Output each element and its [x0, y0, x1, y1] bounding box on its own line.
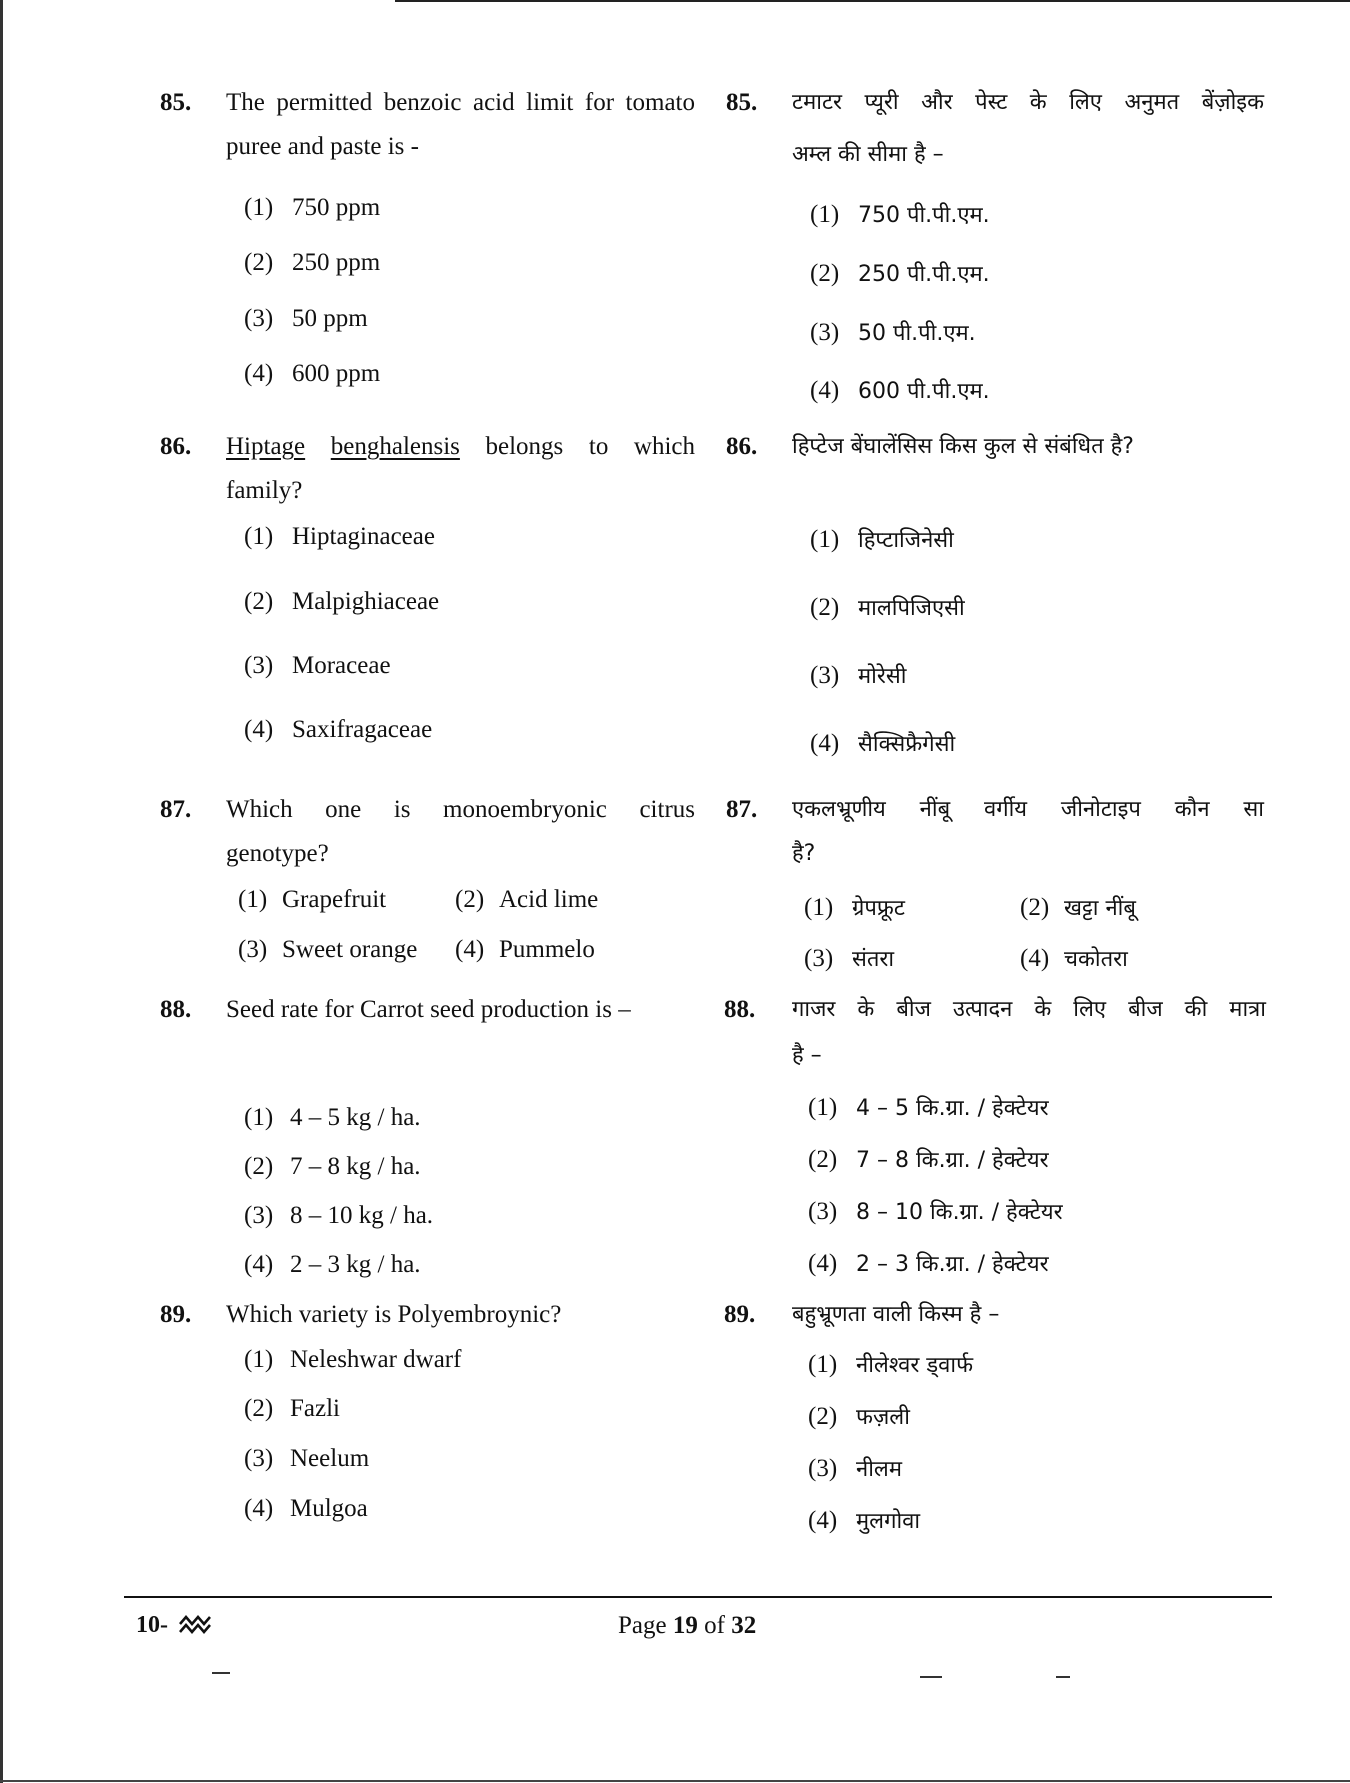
- option-4: (4) Mulgoa: [244, 1495, 368, 1522]
- scan-mark: [212, 1672, 230, 1674]
- option-4: (4) मुलगोवा: [808, 1507, 921, 1534]
- option-1: (1) Hiptaginaceae: [244, 523, 435, 550]
- option-3: (3) Moraceae: [244, 652, 391, 679]
- option-3: (3) Sweet orange: [238, 936, 418, 963]
- option-1: (1) 750 ppm: [244, 194, 381, 221]
- question-text: Hiptage benghalensis belongs to which: [226, 433, 696, 460]
- wave-symbol-icon: [178, 1612, 214, 1645]
- species-name-genus: Hiptage: [226, 433, 306, 460]
- question-text: Which one is monoembryonic citrus: [226, 796, 695, 823]
- option-4: (4) सैक्सिफ्रैगेसी: [810, 730, 956, 757]
- question-text: बहुभ्रूणता वाली किस्म है –: [792, 1302, 1000, 1327]
- option-3: (3) 8 – 10 कि.ग्रा. / हेक्टेयर: [808, 1198, 1063, 1225]
- question-number: 86.: [726, 433, 758, 460]
- option-2: (2) 7 – 8 कि.ग्रा. / हेक्टेयर: [808, 1146, 1049, 1173]
- option-4: (4) 600 ppm: [244, 360, 381, 387]
- scan-mark: [920, 1676, 942, 1678]
- species-name-epithet: benghalensis: [330, 433, 460, 460]
- question-number: 85.: [726, 89, 758, 116]
- scan-left-edge: [0, 0, 3, 1783]
- scan-mark: [1056, 1676, 1070, 1678]
- option-1: (1) 4 – 5 kg / ha.: [244, 1104, 421, 1131]
- option-2: (2) 7 – 8 kg / ha.: [244, 1153, 421, 1180]
- question-number: 85.: [160, 89, 192, 116]
- question-text: Seed rate for Carrot seed production is –: [226, 996, 631, 1023]
- page-number: Page 19 of 32: [618, 1612, 757, 1639]
- option-1: (1) नीलेश्वर ड्वार्फ: [808, 1351, 974, 1378]
- option-3: (3) 50 ppm: [244, 305, 368, 332]
- option-4: (4) 2 – 3 kg / ha.: [244, 1251, 421, 1278]
- option-1: (1) Grapefruit: [238, 886, 387, 913]
- option-2: (2) फज़ली: [808, 1403, 910, 1430]
- question-text: गाजर के बीज उत्पादन के लिए बीज की मात्रा: [792, 997, 1266, 1022]
- question-text: हिप्टेज बेंघालेंसिस किस कुल से संबंधित है?: [792, 434, 1134, 459]
- option-4: (4) चकोतरा: [1020, 945, 1128, 972]
- question-number: 86.: [160, 433, 192, 460]
- option-1: (1) हिप्टाजिनेसी: [810, 526, 954, 553]
- question-text: टमाटर प्यूरी और पेस्ट के लिए अनुमत बेंज़ोइक: [792, 90, 1264, 115]
- question-text: अम्ल की सीमा है –: [792, 142, 944, 167]
- question-number: 88.: [160, 996, 192, 1023]
- option-4: (4) 2 – 3 कि.ग्रा. / हेक्टेयर: [808, 1250, 1049, 1277]
- option-1: (1) Neleshwar dwarf: [244, 1346, 462, 1373]
- option-2: (2) Acid lime: [455, 886, 599, 913]
- option-1: (1) 750 पी.पी.एम.: [810, 201, 990, 228]
- option-3: (3) नीलम: [808, 1455, 902, 1482]
- booklet-code: 10-: [136, 1612, 168, 1638]
- question-number: 87.: [160, 796, 192, 823]
- question-text: है?: [792, 841, 816, 866]
- option-4: (4) Pummelo: [455, 936, 595, 963]
- option-2: (2) खट्टा नींबू: [1020, 894, 1136, 921]
- option-2: (2) Malpighiaceae: [244, 588, 440, 615]
- option-4: (4) 600 पी.पी.एम.: [810, 377, 990, 404]
- question-number: 87.: [726, 796, 758, 823]
- option-1: (1) ग्रेपफ्रूट: [804, 894, 905, 921]
- question-number: 89.: [160, 1301, 192, 1328]
- option-2: (2) 250 ppm: [244, 249, 381, 276]
- bottom-rule: [0, 1780, 1350, 1782]
- top-rule: [395, 0, 1350, 2]
- option-2: (2) Fazli: [244, 1395, 340, 1422]
- question-text: Which variety is Polyembroynic?: [226, 1301, 562, 1328]
- question-text: puree and paste is -: [226, 133, 419, 160]
- question-number: 88.: [724, 996, 756, 1023]
- question-text: एकलभ्रूणीय नींबू वर्गीय जीनोटाइप कौन सा: [792, 797, 1264, 822]
- question-text: family?: [226, 477, 303, 504]
- option-3: (3) 50 पी.पी.एम.: [810, 319, 976, 346]
- option-4: (4) Saxifragaceae: [244, 716, 433, 743]
- option-2: (2) 250 पी.पी.एम.: [810, 260, 990, 287]
- option-3: (3) 8 – 10 kg / ha.: [244, 1202, 434, 1229]
- question-text: है –: [792, 1043, 822, 1068]
- question-text: The permitted benzoic acid limit for tomato: [226, 89, 695, 116]
- option-2: (2) मालपिजिएसी: [810, 594, 965, 621]
- question-text: genotype?: [226, 840, 329, 867]
- option-3: (3) संतरा: [804, 945, 895, 972]
- footer-rule: [124, 1596, 1272, 1598]
- option-3: (3) मोरेसी: [810, 662, 907, 689]
- question-number: 89.: [724, 1301, 756, 1328]
- option-3: (3) Neelum: [244, 1445, 370, 1472]
- option-1: (1) 4 – 5 कि.ग्रा. / हेक्टेयर: [808, 1094, 1049, 1121]
